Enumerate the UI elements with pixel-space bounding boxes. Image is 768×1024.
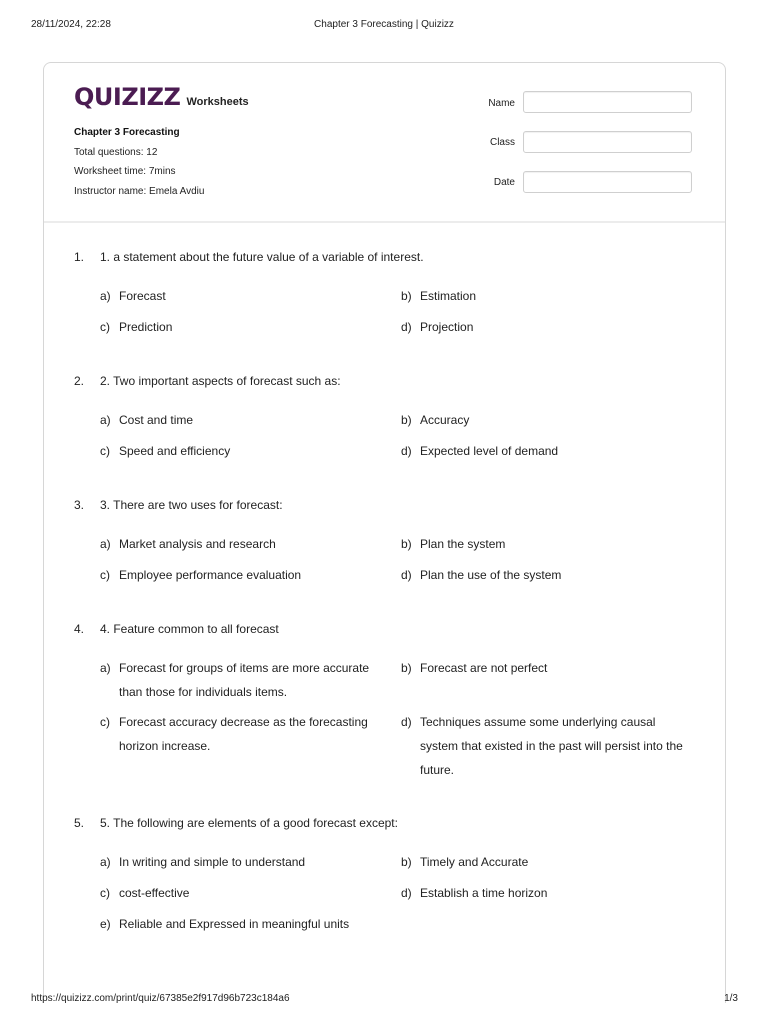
question-text: 3. There are two uses for forecast: [100,498,283,512]
option-text: Timely and Accurate [420,855,529,869]
question-text: 1. a statement about the future value of a variable of interest. [100,250,424,264]
class-input[interactable] [523,131,692,153]
question-number: 4. [74,622,85,636]
worksheet-header [44,63,725,223]
name-label: Name [488,98,515,109]
option-letter: a) [100,413,111,427]
option-letter: b) [401,661,412,675]
option-letter: b) [401,855,412,869]
option-text: Forecast are not perfect [420,661,548,675]
page-number: 1/3 [724,993,738,1004]
option-letter: b) [401,413,412,427]
question-number: 3. [74,498,85,512]
question-text: 5. The following are elements of a good forecast except: [100,816,398,830]
print-footer [0,993,768,1007]
option-letter: d) [401,444,412,458]
option-letter: b) [401,289,412,303]
option-text: Techniques assume some underlying causal system that existed in the past will persist into the future. [420,715,683,777]
option-letter: c) [100,568,110,582]
option-text: Accuracy [420,413,470,427]
option-text: Plan the system [420,537,506,551]
option-letter: a) [100,661,111,675]
instructor-name: Instructor name: Emela Avdiu [74,186,205,197]
question-text: 4. Feature common to all forecast [100,622,279,636]
option-text: Establish a time horizon [420,886,548,900]
option-letter: d) [401,320,412,334]
worksheet-title: Chapter 3 Forecasting [74,127,180,138]
print-page-title: Chapter 3 Forecasting | Quizizz [314,19,454,30]
option-letter: c) [100,444,110,458]
option-letter: d) [401,715,412,729]
option-text: Forecast [119,289,166,303]
option-text: Plan the use of the system [420,568,562,582]
date-input[interactable] [523,171,692,193]
option-letter: c) [100,320,110,334]
print-url: https://quizizz.com/print/quiz/67385e2f917d96b723c184a6 [31,993,290,1004]
option-letter: e) [100,917,111,931]
option-text: Projection [420,320,474,334]
option-text: Reliable and Expressed in meaningful units [119,917,350,931]
option-text: In writing and simple to understand [119,855,306,869]
date-label: Date [493,177,515,188]
question-number: 5. [74,816,85,830]
option-letter: d) [401,568,412,582]
print-header [0,19,768,33]
total-questions: Total questions: 12 [74,147,158,158]
name-input[interactable] [523,91,692,113]
option-text: Estimation [420,289,477,303]
logo-wordmark: QUIZIZZ [74,83,181,111]
option-text: Expected level of demand [420,444,559,458]
option-text: Forecast accuracy decrease as the forecasting horizon increase. [119,715,368,753]
class-label: Class [489,137,515,148]
option-text: Prediction [119,320,173,334]
option-letter: a) [100,289,111,303]
question-number: 2. [74,374,85,388]
worksheet-time: Worksheet time: 7mins [74,166,176,177]
option-text: cost-effective [119,886,190,900]
option-text: Cost and time [119,413,194,427]
option-letter: a) [100,537,111,551]
question-number: 1. [74,250,85,264]
option-letter: d) [401,886,412,900]
quizizz-logo [74,83,249,111]
option-letter: b) [401,537,412,551]
option-letter: c) [100,886,110,900]
print-datetime: 28/11/2024, 22:28 [31,19,111,30]
worksheet-card [43,62,726,1003]
logo-product-label: Worksheets [186,96,249,108]
option-text: Forecast for groups of items are more accurate than those for individuals items. [119,661,370,699]
option-text: Speed and efficiency [119,444,231,458]
option-letter: c) [100,715,110,729]
question-text: 2. Two important aspects of forecast such as: [100,374,341,388]
option-letter: a) [100,855,111,869]
option-text: Employee performance evaluation [119,568,302,582]
option-text: Market analysis and research [119,537,276,551]
